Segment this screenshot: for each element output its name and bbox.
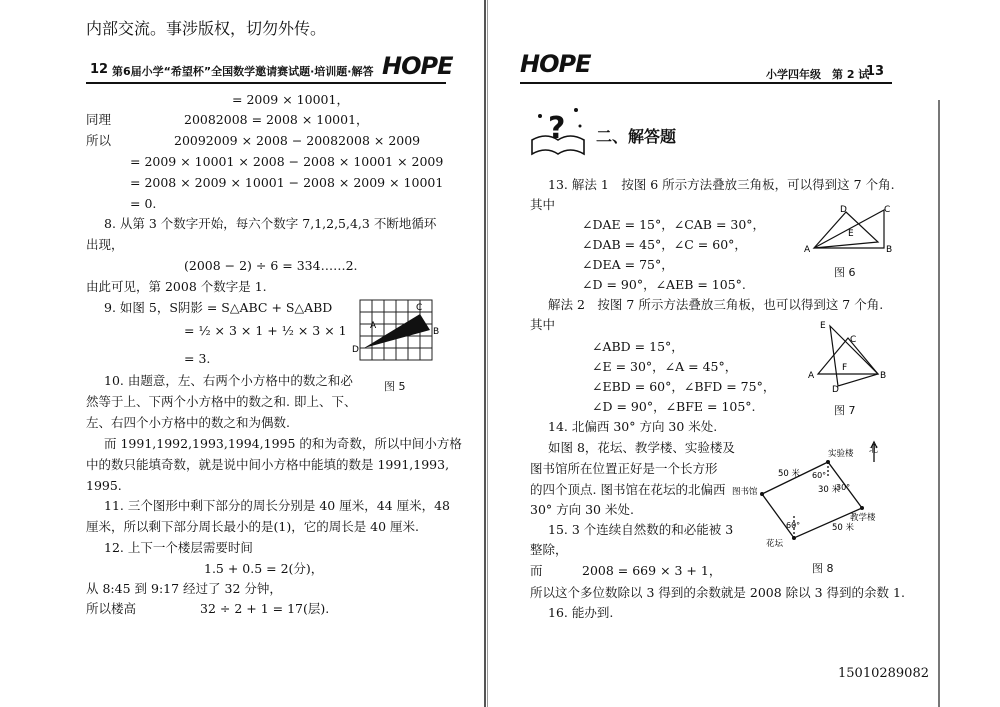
fig5-label-d: D bbox=[352, 345, 359, 355]
line: 而 1991,1992,1993,1994,1995 的和为奇数，所以中间小方格 bbox=[104, 436, 462, 451]
place-lab: 实验楼 bbox=[828, 449, 854, 459]
line: 其中 bbox=[530, 317, 556, 332]
fig5-caption: 图 5 bbox=[384, 380, 406, 393]
line: 所以楼高 bbox=[86, 601, 137, 616]
fig5-label-b: B bbox=[433, 327, 440, 337]
line: ∠D = 90°，∠AEB = 105°. bbox=[582, 277, 746, 292]
angle-label: 30° bbox=[836, 483, 851, 492]
line: = 2008 × 2009 × 10001 − 2008 × 2009 × 10001 bbox=[130, 175, 444, 190]
line: ∠D = 90°，∠BFE = 105°. bbox=[592, 399, 756, 414]
place-flowerbed: 花坛 bbox=[766, 539, 784, 549]
right-page-number: 13 bbox=[866, 64, 885, 79]
watermark: 内部交流。事涉版权，切勿外传。 bbox=[86, 19, 327, 38]
line: 然等于上、下两个小方格中的数之和. 即上、下、 bbox=[86, 394, 357, 409]
line: 的四个顶点. 图书馆在花坛的北偏西 bbox=[530, 482, 726, 497]
fig8-caption: 图 8 bbox=[812, 562, 834, 575]
line: ∠EBD = 60°，∠BFD = 75°， bbox=[592, 379, 776, 394]
line: 出现， bbox=[86, 237, 124, 252]
answer-9: 9. 如图 5，S阴影 = S△ABC + S△ABD bbox=[104, 300, 333, 315]
line: 2008 = 669 × 3 + 1， bbox=[582, 563, 722, 578]
page-fold-shadow bbox=[487, 0, 488, 707]
right-header-rule bbox=[520, 82, 892, 84]
phone-number: 15010289082 bbox=[838, 666, 929, 681]
line: 如图 8，花坛、教学楼、实验楼及 bbox=[548, 440, 735, 455]
line: ∠E = 30°，∠A = 45°， bbox=[592, 359, 738, 374]
line: 32 ÷ 2 + 1 = 17(层). bbox=[200, 601, 330, 616]
distance-label: 30 米 bbox=[818, 485, 841, 495]
line: (2008 − 2) ÷ 6 = 334……2. bbox=[184, 258, 358, 273]
line: 1995. bbox=[86, 478, 122, 493]
line: = 2009 × 10001 × 2008 − 2008 × 10001 × 2009 bbox=[130, 154, 444, 169]
left-page-header: 第6届小学“希望杯”全国数学邀请赛试题·培训题·解答 bbox=[112, 65, 374, 78]
distance-label: 50 米 bbox=[832, 523, 855, 533]
answer-12: 12. 上下一个楼层需要时间 bbox=[104, 540, 253, 555]
line: 所以这个多位数除以 3 得到的余数就是 2008 除以 3 得到的余数 1. bbox=[530, 585, 905, 600]
fig7-label-e: E bbox=[820, 321, 826, 331]
line: 20092009 × 2008 − 20082008 × 2009 bbox=[174, 133, 421, 148]
distance-label: 50 米 bbox=[778, 469, 801, 479]
line: = 3. bbox=[184, 351, 211, 366]
north-label: 北 bbox=[869, 445, 879, 455]
answer-14: 14. 北偏西 30° 方向 30 米处. bbox=[548, 419, 718, 434]
fig6-label-a: A bbox=[804, 245, 811, 255]
line: 30° 方向 30 米处. bbox=[530, 502, 634, 517]
fig6-label-c: C bbox=[884, 205, 891, 215]
fig5-label-c: C bbox=[416, 303, 423, 313]
line: 而 bbox=[530, 563, 543, 578]
left-page-number: 12 bbox=[90, 62, 109, 77]
place-library: 图书馆 bbox=[732, 487, 758, 497]
fig7-label-f: F bbox=[842, 363, 848, 373]
answer-16: 16. 能办到. bbox=[548, 605, 614, 620]
answer-13-method-2: 解法 2 按图 7 所示方法叠放三角板，也可以得到这 7 个角. bbox=[548, 297, 884, 312]
fig6-label-e: E bbox=[848, 229, 854, 239]
svg-text:?: ? bbox=[548, 111, 566, 146]
line: 整除， bbox=[530, 542, 568, 557]
fig6-label-b: B bbox=[886, 245, 893, 255]
fig6-label-d: D bbox=[840, 205, 847, 215]
hope-logo-left: HOPE bbox=[382, 52, 453, 80]
line: 1.5 + 0.5 = 2(分)， bbox=[204, 561, 324, 576]
line: = 0. bbox=[130, 196, 157, 211]
hope-logo-right: HOPE bbox=[520, 50, 591, 78]
line: 左、右四个小方格中的数之和为偶数. bbox=[86, 415, 290, 430]
line: 厘米，所以剩下部分周长最小的是(1)，它的周长是 40 厘米. bbox=[86, 519, 420, 534]
answer-10: 10. 由题意，左、右两个小方格中的数之和必 bbox=[104, 373, 353, 388]
fig7-label-a: A bbox=[808, 371, 815, 381]
line: 中的数只能填奇数，就是说中间小方格中能填的数是 1991,1993, bbox=[86, 457, 450, 472]
fig7-label-d: D bbox=[832, 385, 839, 394]
fig7-caption: 图 7 bbox=[834, 404, 856, 417]
line: 图书馆所在位置正好是一个长方形 bbox=[530, 461, 718, 476]
line: 由此可见，第 2008 个数字是 1. bbox=[86, 279, 267, 294]
answer-11: 11. 三个图形中剩下部分的周长分别是 40 厘米，44 厘米，48 bbox=[104, 498, 450, 513]
line: 20082008 = 2008 × 10001， bbox=[184, 112, 369, 127]
line: ∠DAB = 45°，∠C = 60°， bbox=[582, 237, 747, 252]
page-fold bbox=[484, 0, 486, 707]
figure-7 bbox=[808, 318, 888, 394]
line: 其中 bbox=[530, 197, 556, 212]
answer-15: 15. 3 个连续自然数的和必能被 3 bbox=[548, 522, 734, 537]
line: ∠DEA = 75°， bbox=[582, 257, 674, 272]
line: ∠DAE = 15°，∠CAB = 30°， bbox=[582, 217, 766, 232]
figure-6 bbox=[800, 202, 896, 258]
answer-13: 13. 解法 1 按图 6 所示方法叠放三角板，可以得到这 7 个角. bbox=[548, 177, 895, 192]
left-header-rule bbox=[86, 82, 446, 84]
fig7-label-b: B bbox=[880, 371, 887, 381]
right-page-header: 小学四年级 第 2 试 bbox=[766, 68, 870, 81]
fig7-label-c: C bbox=[850, 335, 857, 345]
angle-label: 60° bbox=[812, 471, 827, 480]
angle-label: 60° bbox=[786, 521, 801, 530]
right-page-edge bbox=[938, 100, 940, 707]
figure-8 bbox=[732, 438, 890, 550]
question-book-icon bbox=[526, 96, 590, 160]
section-title: 二、解答题 bbox=[596, 127, 677, 146]
line: = 2009 × 10001， bbox=[232, 92, 349, 107]
answer-8: 8. 从第 3 个数字开始，每六个数字 7,1,2,5,4,3 不断地循环 bbox=[104, 216, 437, 231]
fig5-label-a: A bbox=[370, 321, 377, 331]
line: 从 8:45 到 9:17 经过了 32 分钟， bbox=[86, 581, 282, 596]
line: ∠ABD = 15°， bbox=[592, 339, 684, 354]
line: 同理 bbox=[86, 112, 112, 127]
fig6-caption: 图 6 bbox=[834, 266, 856, 279]
place-teaching-building: 教学楼 bbox=[850, 513, 876, 523]
line: 所以 bbox=[86, 133, 112, 148]
figure-5 bbox=[350, 296, 440, 376]
line: = ½ × 3 × 1 + ½ × 3 × 1 bbox=[184, 323, 347, 338]
